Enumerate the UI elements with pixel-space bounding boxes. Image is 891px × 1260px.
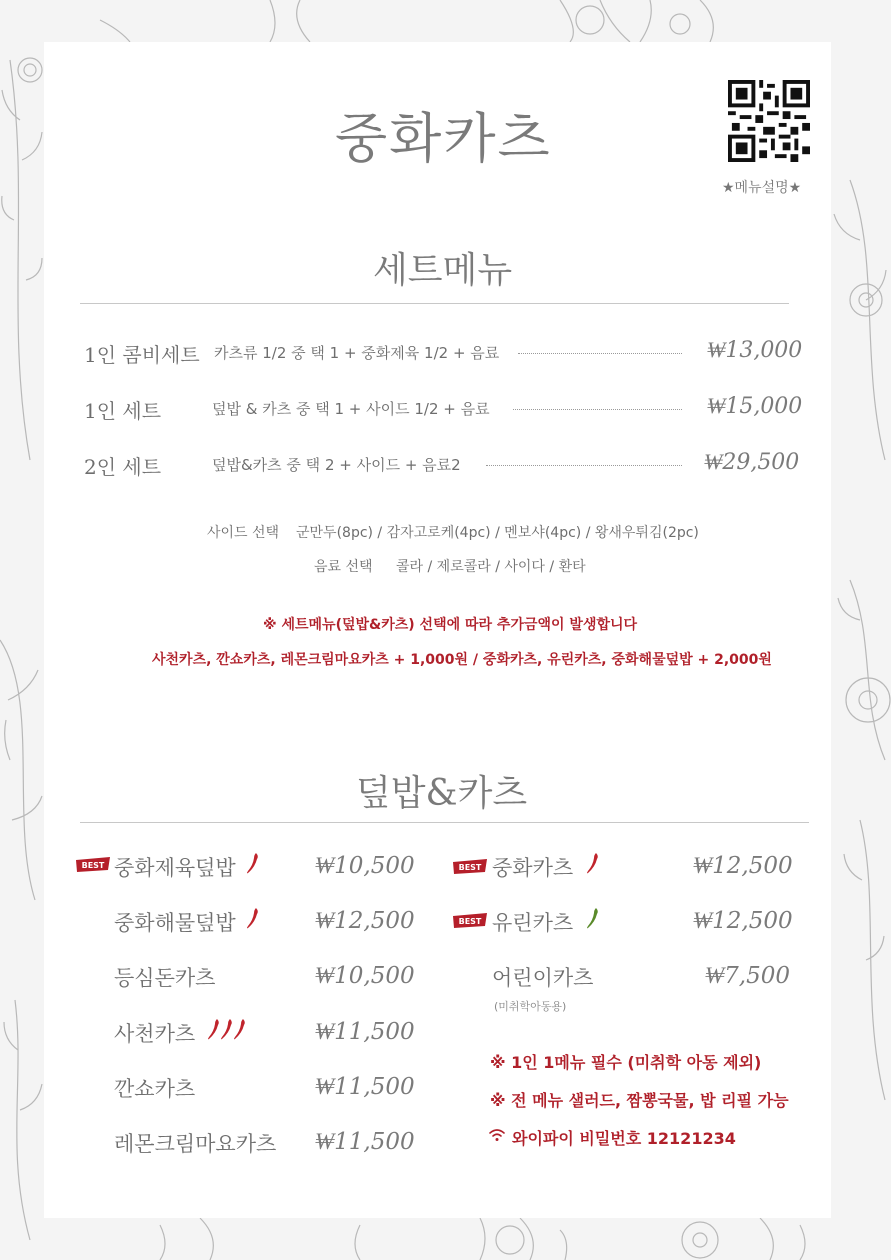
rice-katsu-divider (80, 822, 809, 823)
set-item-desc: 카츠류 1/2 중 택 1 + 중화제육 1/2 + 음료 (214, 344, 500, 362)
wifi-icon (488, 1128, 506, 1142)
notice-one-menu: ※ 1인 1메뉴 필수 (미취학 아동 제외) (490, 1053, 762, 1072)
set-surcharge-note: ※ 세트메뉴(덮밥&카츠) 선택에 따라 추가금액이 발생합니다 (263, 617, 638, 633)
drink-select-label: 음료 선택 (314, 559, 373, 575)
menu-item-price: ₩12,500 (693, 853, 793, 879)
chili-icon (207, 1019, 221, 1041)
menu-item-price: ₩10,500 (315, 963, 415, 989)
side-select-label: 사이드 선택 (207, 525, 280, 541)
best-badge-text: BEST (458, 917, 482, 926)
set-item-price: ₩13,000 (707, 338, 803, 363)
chili-icon (246, 908, 260, 930)
chili-icon (586, 853, 600, 875)
set-item-name: 2인 세트 (84, 455, 162, 479)
menu-item-name: 레몬크림마요카츠 (114, 1132, 277, 1156)
drink-select-options: 콜라 / 제로콜라 / 사이다 / 환타 (396, 559, 586, 575)
best-badge-icon (453, 859, 487, 874)
qr-caption: ★메뉴설명★ (722, 180, 802, 196)
notice-refill: ※ 전 메뉴 샐러드, 짬뽕국물, 밥 리필 가능 (490, 1091, 789, 1110)
menu-item-name: 유린카츠 (492, 911, 574, 935)
rice-katsu-heading: 덮밥&카츠 (356, 773, 528, 814)
set-item-desc: 덮밥&카츠 중 택 2 + 사이드 + 음료2 (212, 456, 461, 474)
chili-icon (233, 1019, 247, 1041)
best-badge-text: BEST (458, 863, 482, 872)
best-badge-text: BEST (81, 861, 105, 870)
set-item-price: ₩29,500 (704, 450, 800, 475)
chili-icon (246, 853, 260, 875)
best-badge-icon (453, 913, 487, 928)
wifi-password: 와이파이 비밀번호 12121234 (512, 1129, 736, 1148)
menu-item-price: ₩11,500 (315, 1074, 415, 1100)
chili-icon (220, 1019, 234, 1041)
set-item-name: 1인 콤비세트 (84, 343, 200, 367)
set-menu-divider (80, 303, 789, 304)
menu-item-price: ₩12,500 (693, 908, 793, 934)
menu-item-name: 중화해물덮밥 (114, 911, 236, 935)
side-select-options: 군만두(8pc) / 감자고로케(4pc) / 멘보샤(4pc) / 왕새우튀김(2pc) (296, 525, 699, 541)
menu-item-name: 깐쇼카츠 (114, 1077, 196, 1101)
set-surcharge-detail: 사천카츠, 깐쇼카츠, 레몬크림마요카츠 + 1,000원 / 중화카츠, 유린카츠, 중화해물덮밥 + 2,000원 (152, 652, 772, 668)
leader-dots (486, 465, 682, 466)
menu-item-price: ₩12,500 (315, 908, 415, 934)
best-badge-icon (76, 857, 110, 872)
set-menu-heading: 세트메뉴 (373, 250, 513, 291)
menu-item-price: ₩11,500 (315, 1019, 415, 1045)
set-item-desc: 덮밥 & 카츠 중 택 1 + 사이드 1/2 + 음료 (212, 400, 490, 418)
menu-item-name: 중화제육덮밥 (114, 856, 236, 880)
menu-item-name: 등심돈카츠 (114, 966, 216, 990)
green-chili-icon (586, 908, 600, 930)
restaurant-title: 중화카츠 (335, 107, 552, 170)
menu-item-price: ₩11,500 (315, 1129, 415, 1155)
qr-code-icon[interactable] (728, 80, 810, 162)
set-item-price: ₩15,000 (707, 394, 803, 419)
menu-item-name: 사천카츠 (114, 1022, 196, 1046)
menu-item-price: ₩10,500 (315, 853, 415, 879)
menu-item-price: ₩7,500 (705, 963, 791, 989)
leader-dots (518, 353, 682, 354)
set-item-name: 1인 세트 (84, 399, 162, 423)
menu-item-note: (미취학아동용) (494, 1000, 567, 1013)
menu-item-name: 중화카츠 (492, 856, 574, 880)
menu-item-name: 어린이카츠 (492, 966, 594, 990)
leader-dots (513, 409, 682, 410)
